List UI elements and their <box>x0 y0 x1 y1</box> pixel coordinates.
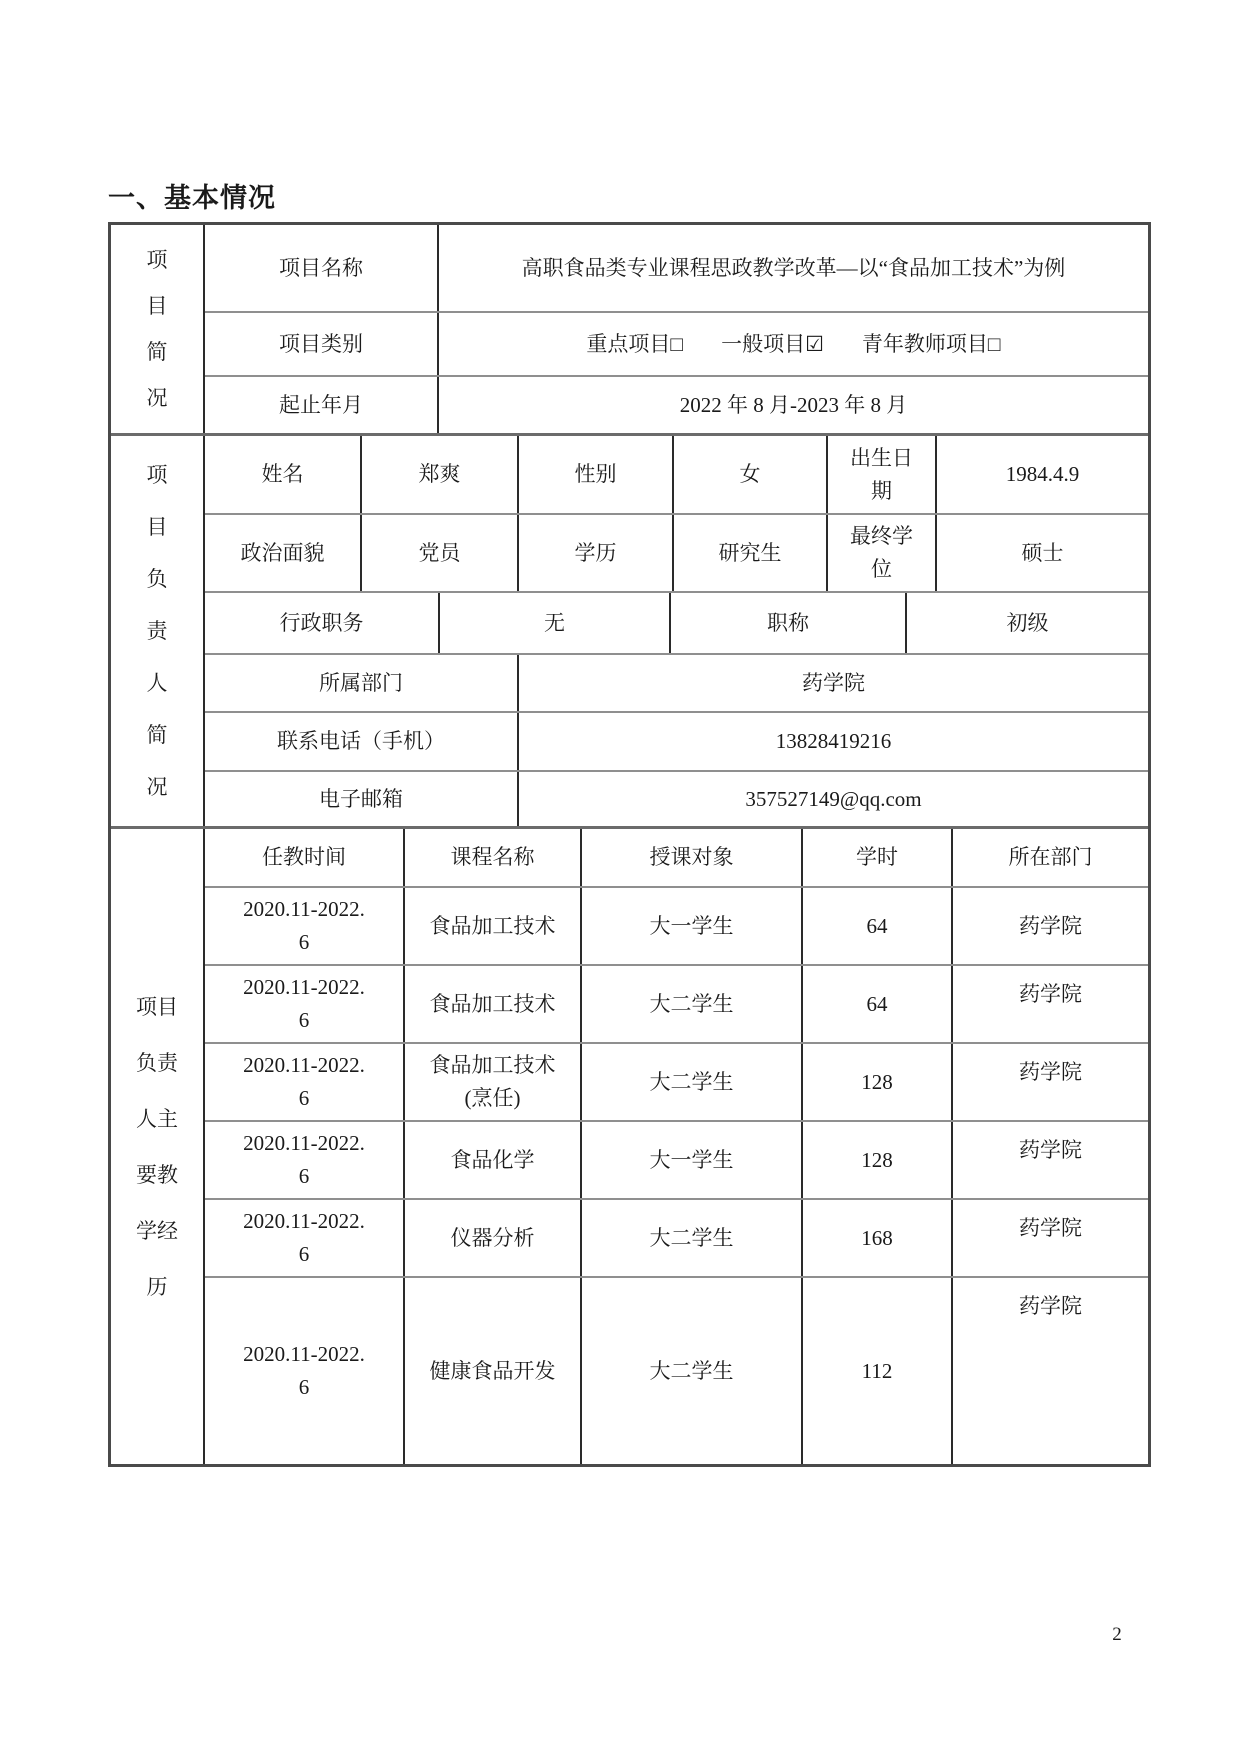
row-email <box>205 770 1148 826</box>
basic-info-table <box>108 222 1151 1467</box>
teaching-time: 2020.11-2022.6 <box>243 897 365 954</box>
section-leader-profile <box>111 433 1148 826</box>
header-teaching-time: 任教时间 <box>262 845 346 870</box>
hours: 128 <box>801 1122 951 1198</box>
gender-value: 女 <box>672 436 826 513</box>
name-value: 郑爽 <box>360 436 517 513</box>
teaching-time: 2020.11-2022.6 <box>243 1342 365 1399</box>
project-type-value <box>437 313 1148 375</box>
department-value: 药学院 <box>517 655 1148 711</box>
course-name: 健康食品开发 <box>403 1278 580 1464</box>
header-audience: 授课对象 <box>580 829 801 886</box>
politics-value: 党员 <box>360 515 517 591</box>
gender-label: 性别 <box>517 436 672 513</box>
section-teaching-experience <box>111 826 1148 1464</box>
project-dates-label: 起止年月 <box>279 392 363 417</box>
audience: 大二学生 <box>580 966 801 1042</box>
teaching-row <box>205 886 1148 964</box>
hours: 64 <box>801 966 951 1042</box>
birth-label: 出生日期 <box>826 436 935 513</box>
name-label: 姓名 <box>261 462 304 487</box>
checkbox-key-project: 重点项目□ <box>586 331 684 356</box>
teaching-row <box>205 1120 1148 1198</box>
course-name: 食品加工技术(烹任) <box>403 1044 580 1120</box>
row-name-gender-birth <box>205 436 1148 513</box>
course-name: 食品加工技术 <box>403 966 580 1042</box>
audience: 大一学生 <box>580 1122 801 1198</box>
department: 药学院 <box>951 1200 1148 1276</box>
checkbox-general-project: 一般项目☑ <box>721 331 824 356</box>
hours: 168 <box>801 1200 951 1276</box>
prof-title-label: 职称 <box>669 593 905 653</box>
side-label-project-overview: 项 目 简 况 <box>111 225 205 433</box>
teaching-row <box>205 1198 1148 1276</box>
course-name: 食品化学 <box>403 1122 580 1198</box>
teaching-row <box>205 964 1148 1042</box>
admin-post-label: 行政职务 <box>279 610 364 635</box>
degree-value: 硕士 <box>935 515 1148 591</box>
education-label: 学历 <box>517 515 672 591</box>
project-type-label: 项目类别 <box>279 331 363 356</box>
hours: 64 <box>801 888 951 964</box>
header-department: 所在部门 <box>951 829 1148 886</box>
birth-value: 1984.4.9 <box>935 436 1148 513</box>
section-project-overview <box>111 225 1148 433</box>
header-hours: 学时 <box>801 829 951 886</box>
audience: 大一学生 <box>580 888 801 964</box>
department: 药学院 <box>951 888 1148 964</box>
department: 药学院 <box>951 1044 1148 1120</box>
phone-label: 联系电话（手机） <box>277 729 445 754</box>
row-politics-education-degree <box>205 513 1148 591</box>
project-dates-value: 2022 年 8 月-2023 年 8 月 <box>437 377 1148 433</box>
row-project-dates <box>205 375 1148 433</box>
teaching-table-header <box>205 829 1148 886</box>
phone-value: 13828419216 <box>517 713 1148 770</box>
degree-label: 最终学位 <box>826 515 935 591</box>
education-value: 研究生 <box>672 515 826 591</box>
course-name: 仪器分析 <box>403 1200 580 1276</box>
audience: 大二学生 <box>580 1200 801 1276</box>
email-label: 电子邮箱 <box>319 786 403 811</box>
row-project-type <box>205 311 1148 375</box>
audience: 大二学生 <box>580 1044 801 1120</box>
row-admin-title <box>205 591 1148 653</box>
teaching-time: 2020.11-2022.6 <box>243 1209 365 1266</box>
department-label: 所属部门 <box>319 670 403 695</box>
department: 药学院 <box>951 966 1148 1042</box>
prof-title-value: 初级 <box>905 593 1148 653</box>
teaching-row <box>205 1042 1148 1120</box>
hours: 112 <box>801 1278 951 1464</box>
course-name: 食品加工技术 <box>403 888 580 964</box>
row-phone <box>205 711 1148 770</box>
hours: 128 <box>801 1044 951 1120</box>
department: 药学院 <box>951 1278 1148 1464</box>
header-course-name: 课程名称 <box>403 829 580 886</box>
side-label-leader-profile: 项 目 负 责 人 简 况 <box>111 436 205 826</box>
audience: 大二学生 <box>580 1278 801 1464</box>
checkbox-young-teacher-project: 青年教师项目□ <box>861 331 1001 356</box>
admin-post-value: 无 <box>438 593 669 653</box>
project-name-value: 高职食品类专业课程思政教学改革—以“食品加工技术”为例 <box>437 225 1148 311</box>
side-label-teaching-experience: 项目 负责 人主 要教 学经 历 <box>111 829 205 1464</box>
row-department <box>205 653 1148 711</box>
page-title: 一、基本情况 <box>108 183 276 213</box>
row-project-name <box>205 225 1148 311</box>
politics-label: 政治面貌 <box>240 540 325 565</box>
department: 药学院 <box>951 1122 1148 1198</box>
email-value: 357527149@qq.com <box>517 772 1148 826</box>
page-number: 2 <box>1112 1624 1122 1645</box>
teaching-time: 2020.11-2022.6 <box>243 1131 365 1188</box>
teaching-time: 2020.11-2022.6 <box>243 1053 365 1110</box>
teaching-time: 2020.11-2022.6 <box>243 975 365 1032</box>
teaching-row <box>205 1276 1148 1464</box>
project-name-label: 项目名称 <box>279 255 363 280</box>
